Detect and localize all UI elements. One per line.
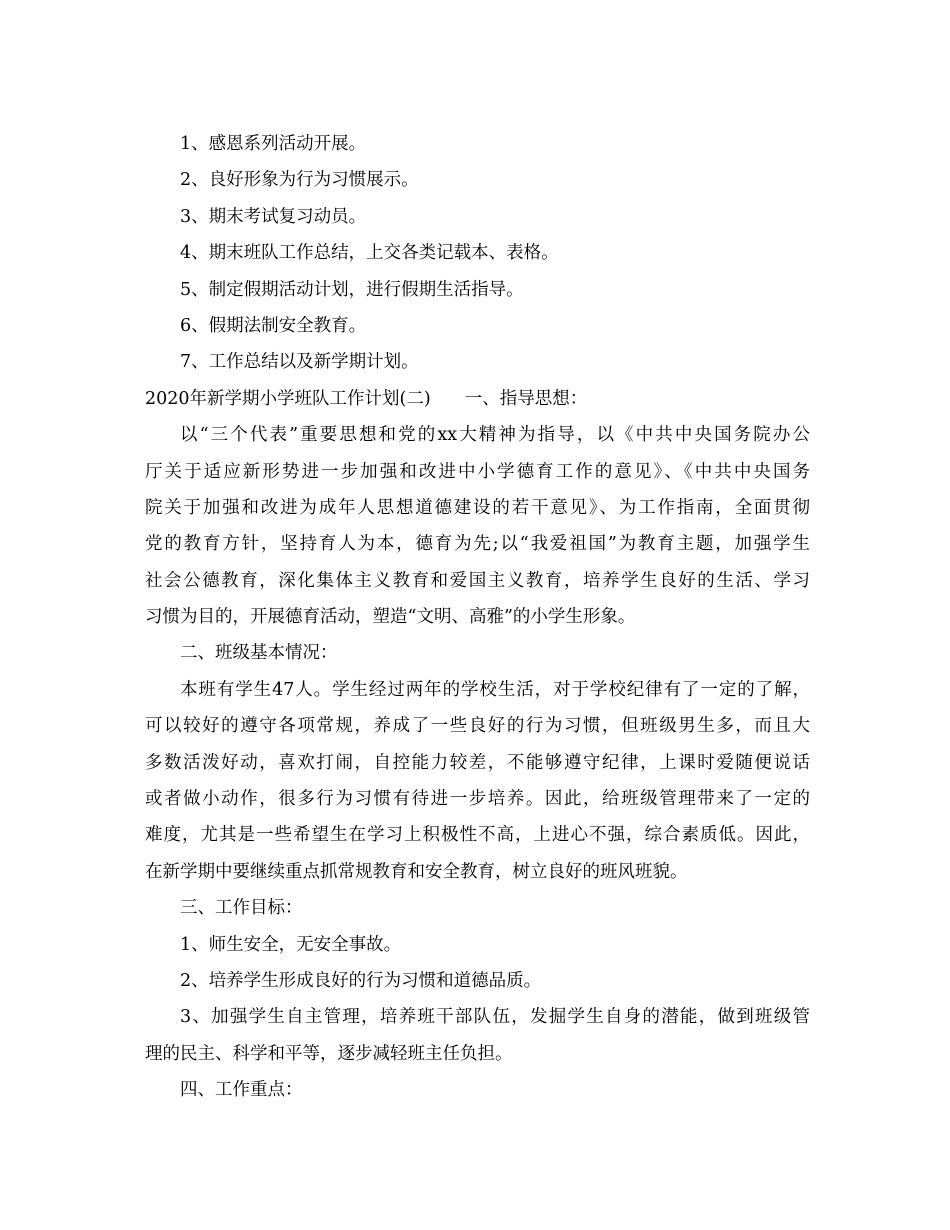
list-item: 1、师生安全，无安全事故。 xyxy=(180,934,402,955)
paragraph-line: 3、加强学生自主管理，培养班干部队伍，发掘学生自身的潜能，做到班级管 xyxy=(180,1007,810,1028)
list-item: 6、假期法制安全教育。 xyxy=(180,315,367,336)
section-heading-work-goals: 三、工作目标： xyxy=(180,898,303,919)
section-heading-guiding-ideology: 一、指导思想： xyxy=(464,388,588,409)
list-item: 7、工作总结以及新学期计划。 xyxy=(180,352,419,373)
paragraph-line: 以“三个代表”重要思想和党的xx大精神为指导，以《中共中央国务院办公 xyxy=(180,425,810,446)
document-body xyxy=(145,126,810,1109)
paragraph-line: 社会公德教育，深化集体主义教育和爱国主义教育，培养学生良好的生活、学习 xyxy=(145,570,810,591)
section-heading-class-situation: 二、班级基本情况： xyxy=(180,643,338,664)
paragraph-line: 本班有学生47人。学生经过两年的学校生活，对于学校纪律有了一定的了解， xyxy=(180,679,810,700)
paragraph-line: 厅关于适应新形势进一步加强和改进中小学德育工作的意见》、《中共中央国务 xyxy=(145,461,810,482)
list-item: 2、培养学生形成良好的行为习惯和道德品质。 xyxy=(180,970,542,991)
list-item: 4、期末班队工作总结，上交各类记载本、表格。 xyxy=(180,243,559,264)
paragraph-line: 习惯为目的，开展德育活动，塑造“文明、高雅”的小学生形象。 xyxy=(145,607,636,628)
document-title: 2020年新学期小学班队工作计划(二) xyxy=(145,388,431,409)
paragraph-line: 在新学期中要继续重点抓常规教育和安全教育，树立良好的班风班貌。 xyxy=(145,861,688,882)
list-item: 2、良好形象为行为习惯展示。 xyxy=(180,170,419,191)
paragraph-line: 院关于加强和改进为成年人思想道德建设的若干意见》、为工作指南，全面贯彻 xyxy=(145,497,810,518)
paragraph-line: 理的民主、科学和平等，逐步减轻班主任负担。 xyxy=(145,1043,513,1064)
list-item: 1、感恩系列活动开展。 xyxy=(180,134,367,154)
paragraph-line: 难度，尤其是一些希望生在学习上积极性不高，上进心不强，综合素质低。因此， xyxy=(145,825,810,846)
paragraph-line: 多数活泼好动，喜欢打闹，自控能力较差，不能够遵守纪律，上课时爱随便说话 xyxy=(145,752,810,773)
section-heading-work-focus: 四、工作重点： xyxy=(180,1080,303,1101)
paragraph-line: 党的教育方针，坚持育人为本，德育为先;以“我爱祖国”为教育主题，加强学生 xyxy=(145,534,810,555)
paragraph-line: 或者做小动作，很多行为习惯有待进一步培养。因此，给班级管理带来了一定的 xyxy=(145,789,810,810)
list-item: 5、制定假期活动计划，进行假期生活指导。 xyxy=(180,279,524,300)
list-item: 3、期末考试复习动员。 xyxy=(180,206,367,227)
paragraph-line: 可以较好的遵守各项常规，养成了一些良好的行为习惯，但班级男生多，而且大 xyxy=(145,716,810,737)
title-line xyxy=(145,381,810,417)
